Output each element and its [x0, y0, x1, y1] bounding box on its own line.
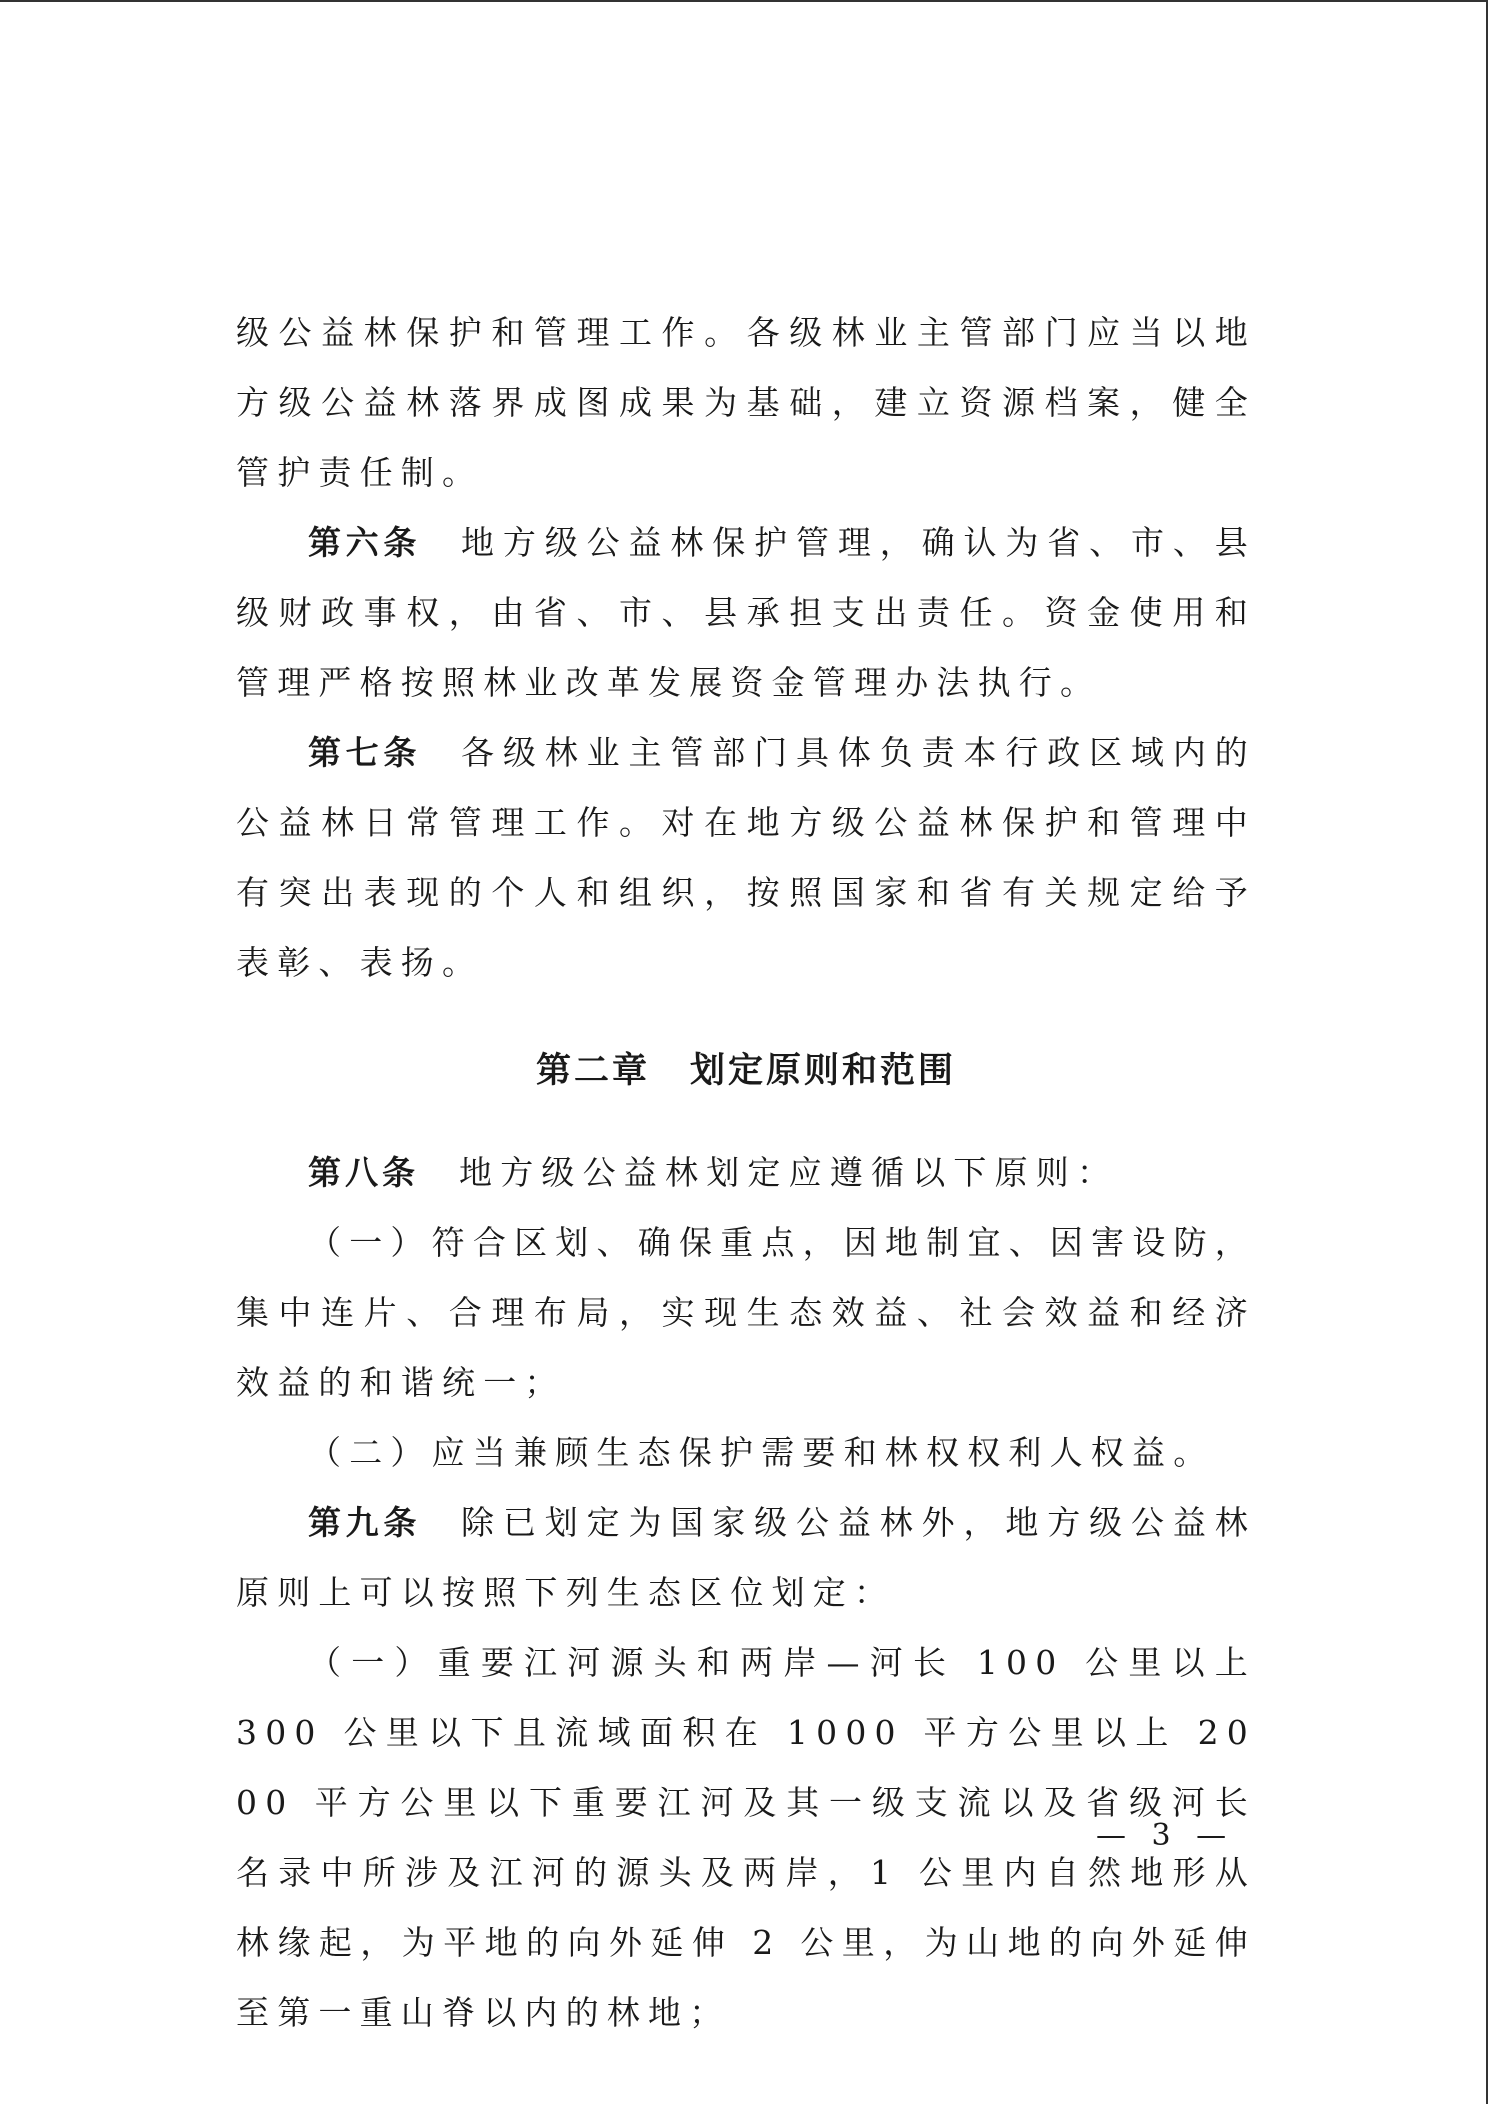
article-7 — [236, 718, 1256, 998]
chapter-heading — [236, 1036, 1256, 1106]
article-text: 除已划定为国家级公益林外，地方级公益林原则上可以按照下列生态区位划定： — [236, 1503, 1256, 1612]
paragraph-continuation — [236, 298, 1256, 508]
item-text: （二）应当兼顾生态保护需要和林权权利人权益。 — [308, 1433, 1215, 1472]
item-text: （一）符合区划、确保重点，因地制宜、因害设防，集中连片、合理布局，实现生态效益、社会效益和经济效益的和谐统一； — [236, 1223, 1256, 1402]
article-label: 第九条 — [308, 1503, 422, 1542]
article-text: 地方级公益林划定应遵循以下原则： — [459, 1153, 1119, 1192]
article-label: 第六条 — [308, 523, 422, 562]
page-number: — 3 — — [1096, 1818, 1235, 1853]
article-8 — [236, 1138, 1256, 1208]
article-8-item-2 — [236, 1418, 1256, 1488]
article-label: 第八条 — [308, 1153, 419, 1192]
article-text: 各级林业主管部门具体负责本行政区域内的公益林日常管理工作。对在地方级公益林保护和管理中有突出表现的个人和组织，按照国家和省有关规定给予表彰、表扬。 — [236, 733, 1256, 982]
paragraph-text: 级公益林保护和管理工作。各级林业主管部门应当以地方级公益林落界成图成果为基础，建立资源档案，健全管护责任制。 — [236, 313, 1256, 492]
article-6 — [236, 508, 1256, 718]
chapter-title: 划定原则和范围 — [690, 1051, 957, 1091]
chapter-number: 第二章 — [535, 1051, 650, 1091]
document-body — [236, 298, 1256, 2048]
article-9 — [236, 1488, 1256, 1628]
page-border-top — [0, 0, 1488, 2]
article-label: 第七条 — [308, 733, 422, 772]
article-8-item-1 — [236, 1208, 1256, 1418]
item-text: （一）重要江河源头和两岸—河长 100 公里以上 300 公里以下且流域面积在 1000 平方公里以上 2000 平方公里以下重要江河及其一级支流以及省级河长名录中所涉及江河的源头及两岸，1 公里内自然地形从林缘起，为平地的向外延伸 2 公里，为山地的向外延伸至第一重山脊以内的林地； — [236, 1643, 1256, 2032]
article-text: 地方级公益林保护管理，确认为省、市、县级财政事权，由省、市、县承担支出责任。资金使用和管理严格按照林业改革发展资金管理办法执行。 — [236, 523, 1256, 702]
